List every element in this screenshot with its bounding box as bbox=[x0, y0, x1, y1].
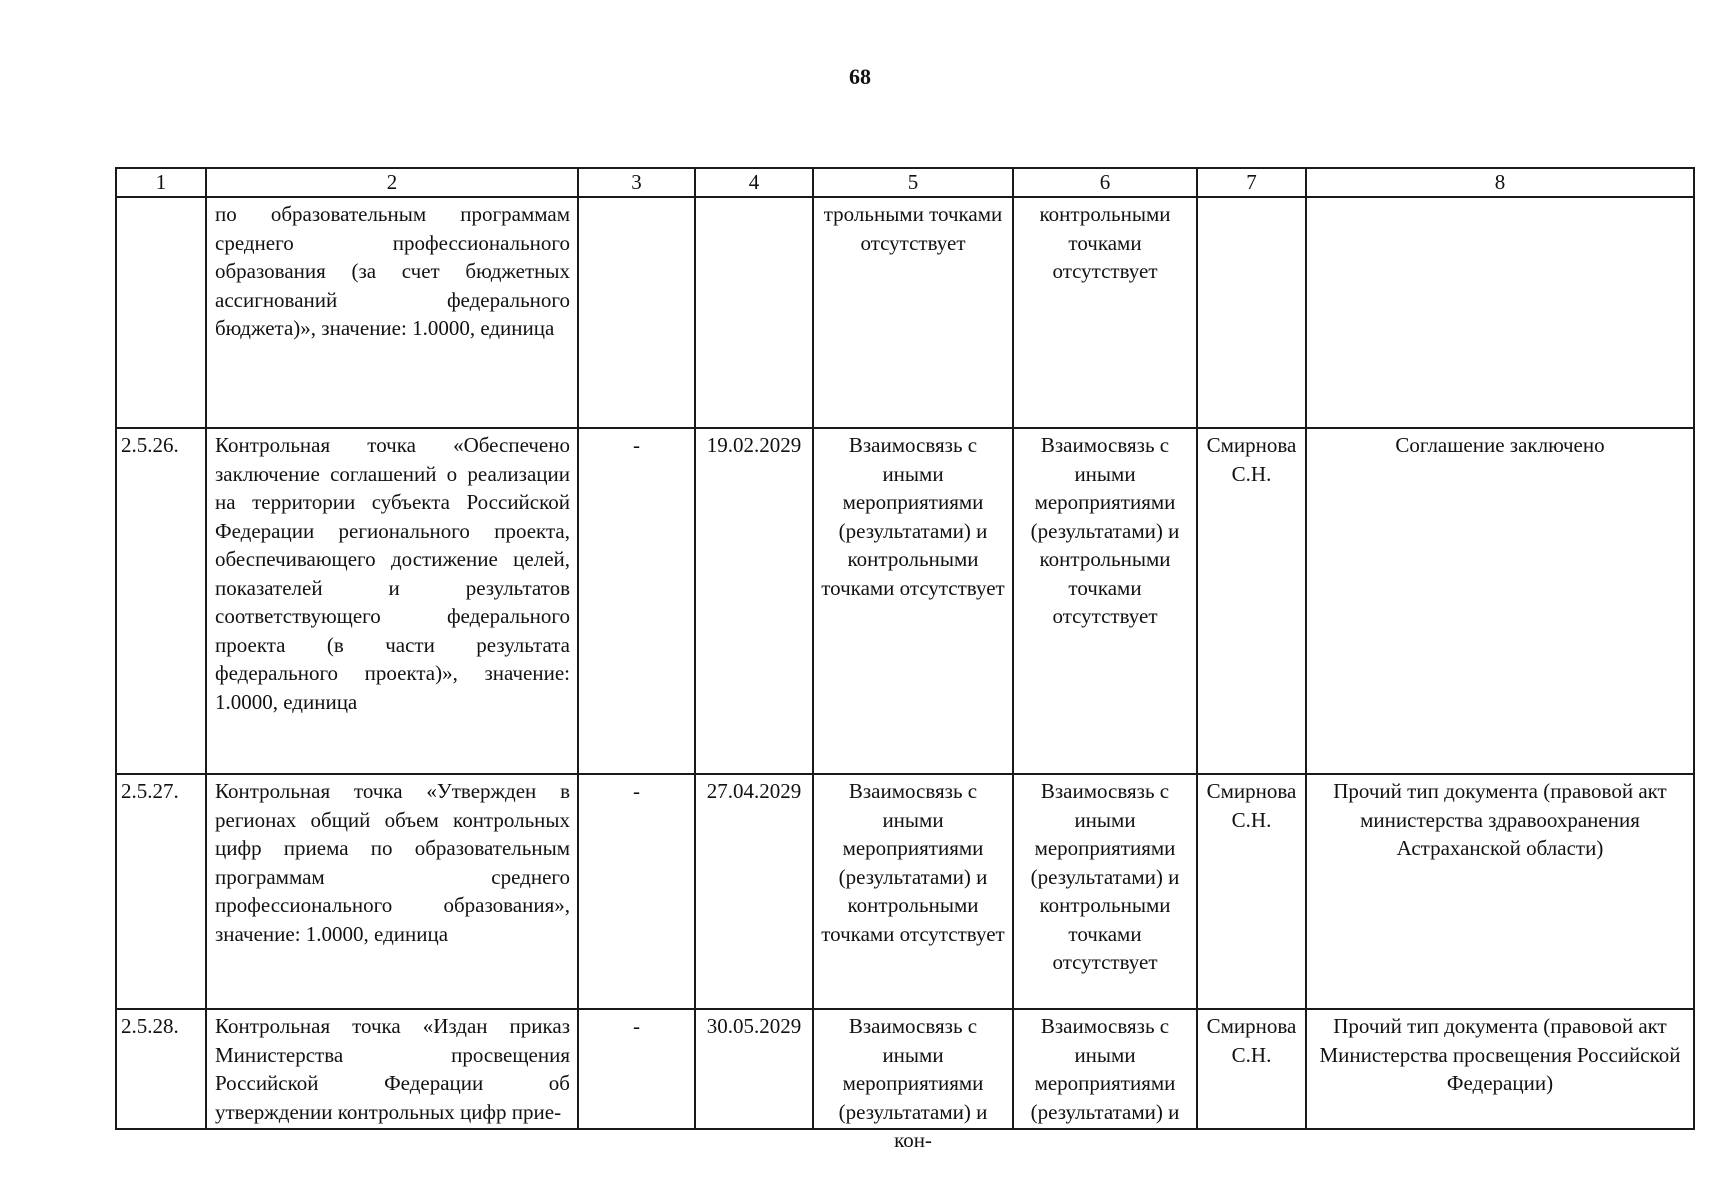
relation-text: Взаимосвязь с иными мероприятиями (результатами) и контрольными точками отсутствует bbox=[821, 779, 1005, 946]
cell-date bbox=[695, 1009, 813, 1129]
dash-value: - bbox=[633, 1014, 640, 1038]
dash-value: - bbox=[633, 433, 640, 457]
cell-col3 bbox=[578, 428, 695, 774]
cell-col5 bbox=[813, 774, 1013, 1009]
responsible-person: Смирнова С.Н. bbox=[1206, 433, 1297, 486]
relation-text: Взаимосвязь с иными мероприятиями (результатами) и bbox=[1030, 1014, 1180, 1124]
cell-responsible bbox=[1197, 428, 1306, 774]
description-text: Контрольная точка «Издан приказ Министерства просвещения Российской Федерации об утверждении контрольных цифр прие- bbox=[215, 1014, 570, 1124]
header-col-5: 5 bbox=[813, 168, 1013, 197]
cell-responsible bbox=[1197, 1009, 1306, 1129]
header-col-6: 6 bbox=[1013, 168, 1197, 197]
relation-text: Взаимосвязь с иными мероприятиями (результатами) и контрольными точками отсутствует bbox=[821, 433, 1005, 600]
description-text: по образовательным программам среднего профессионального образования (за счет бюджетных ассигнований федерального бюджета)», значение: 1.0000, единица bbox=[215, 202, 570, 340]
cell-col3 bbox=[578, 197, 695, 428]
cell-col6 bbox=[1013, 774, 1197, 1009]
date-value: 19.02.2029 bbox=[706, 433, 802, 457]
cell-col6 bbox=[1013, 428, 1197, 774]
table-row bbox=[116, 428, 1694, 774]
cell-number bbox=[116, 197, 206, 428]
document-type: Прочий тип документа (правовой акт Министерства просвещения Российской Федерации) bbox=[1319, 1014, 1681, 1095]
dash-value: - bbox=[633, 779, 640, 803]
header-col-8: 8 bbox=[1306, 168, 1694, 197]
date-value: 27.04.2029 bbox=[706, 779, 802, 803]
responsible-person: Смирнова С.Н. bbox=[1206, 1014, 1297, 1067]
header-col-3: 3 bbox=[578, 168, 695, 197]
description-text: Контрольная точка «Обеспечено заключение соглашений о реализации на территории субъекта Российской Федерации регионального проекта, обеспечивающего достижение целей, показателей и результатов соответствующего федерального проекта (в части результата федерального проекта)», значение: 1.0000, единица bbox=[215, 433, 570, 714]
table-row bbox=[116, 1009, 1694, 1129]
cell-date bbox=[695, 197, 813, 428]
cell-description bbox=[206, 774, 578, 1009]
cell-col5 bbox=[813, 197, 1013, 428]
page-number: 68 bbox=[849, 64, 871, 89]
relation-text: Взаимосвязь с иными мероприятиями (результатами) и кон- bbox=[838, 1014, 988, 1152]
table-row bbox=[116, 774, 1694, 1009]
cell-col6 bbox=[1013, 1009, 1197, 1129]
cell-number bbox=[116, 1009, 206, 1129]
cell-col5 bbox=[813, 428, 1013, 774]
relation-text: Взаимосвязь с иными мероприятиями (результатами) и контрольными точками отсутствует bbox=[1030, 779, 1180, 974]
cell-description bbox=[206, 197, 578, 428]
header-col-7: 7 bbox=[1197, 168, 1306, 197]
description-text: Контрольная точка «Утвержден в регионах общий объем контрольных цифр приема по образовательным программам среднего профессионального образования», значение: 1.0000, единица bbox=[215, 779, 570, 946]
cell-description bbox=[206, 1009, 578, 1129]
cell-col5 bbox=[813, 1009, 1013, 1152]
relation-text: трольными точками отсутствует bbox=[823, 202, 1003, 255]
relation-text: Взаимосвязь с иными мероприятиями (результатами) и контрольными точками отсутствует bbox=[1030, 433, 1180, 628]
header-col-2: 2 bbox=[206, 168, 578, 197]
cell-document bbox=[1306, 197, 1694, 428]
cell-col3 bbox=[578, 774, 695, 1009]
cell-responsible bbox=[1197, 774, 1306, 1009]
cell-document bbox=[1306, 1009, 1694, 1129]
measures-table bbox=[115, 167, 1695, 1152]
header-row bbox=[116, 168, 1694, 197]
cell-description bbox=[206, 428, 578, 774]
cell-col3 bbox=[578, 1009, 695, 1129]
row-number: 2.5.26. bbox=[121, 433, 179, 457]
table-row-continuation bbox=[116, 197, 1694, 428]
cell-date bbox=[695, 428, 813, 774]
cell-number bbox=[116, 774, 206, 1009]
cell-responsible bbox=[1197, 197, 1306, 428]
relation-text: контрольными точками отсутствует bbox=[1039, 202, 1171, 283]
cell-col6 bbox=[1013, 197, 1197, 428]
document-type: Прочий тип документа (правовой акт министерства здравоохранения Астраханской области) bbox=[1333, 779, 1667, 860]
document-type: Соглашение заключено bbox=[1395, 433, 1605, 457]
cell-date bbox=[695, 774, 813, 1009]
header-col-1: 1 bbox=[116, 168, 206, 197]
cell-number bbox=[116, 428, 206, 774]
cell-document bbox=[1306, 774, 1694, 1009]
header-col-4: 4 bbox=[695, 168, 813, 197]
row-number: 2.5.27. bbox=[121, 779, 179, 803]
cell-document bbox=[1306, 428, 1694, 774]
date-value: 30.05.2029 bbox=[706, 1014, 802, 1038]
row-number: 2.5.28. bbox=[121, 1014, 179, 1038]
responsible-person: Смирнова С.Н. bbox=[1206, 779, 1297, 832]
